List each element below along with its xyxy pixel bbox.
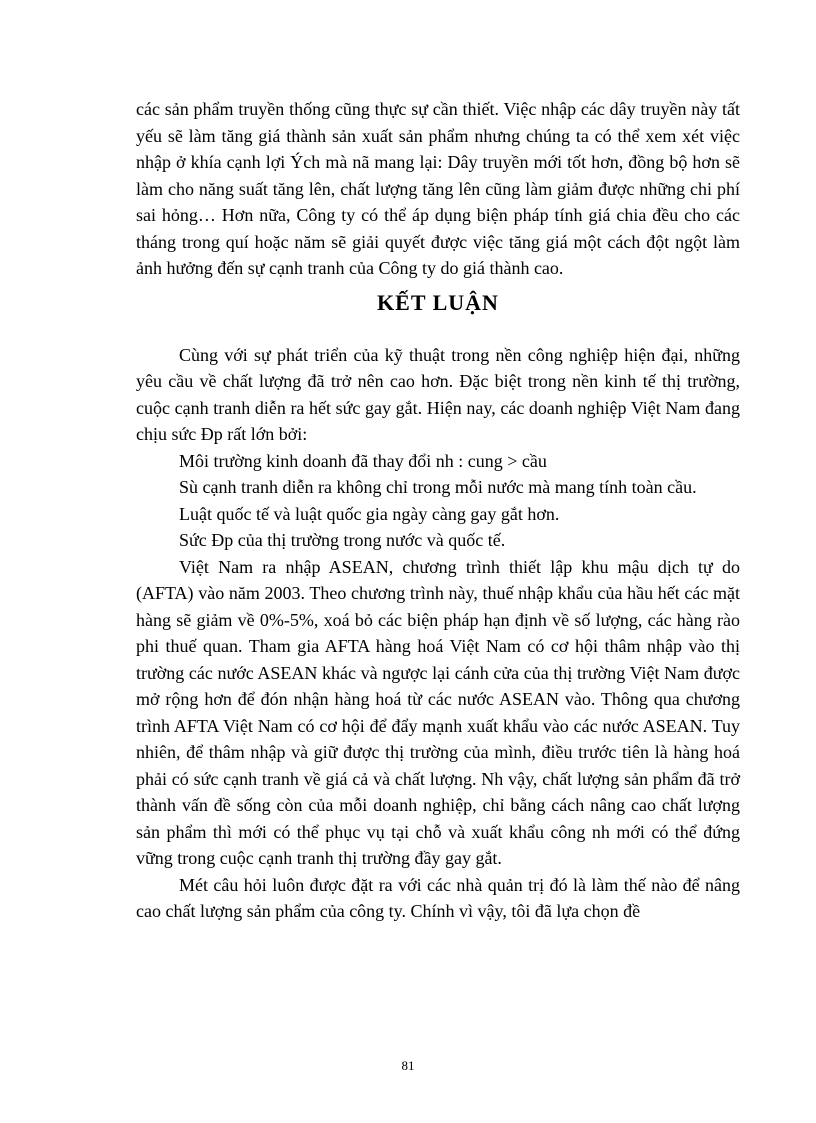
list-item: Luật quốc tế và luật quốc gia ngày càng gay gắt hơn. bbox=[179, 503, 560, 524]
list-item: Sù cạnh tranh diễn ra không chỉ trong mỗi nước mà mang tính toàn cầu. bbox=[179, 477, 697, 497]
paragraph-intro: Cùng với sự phát triển của kỹ thuật trong nền công nghiệp hiện đại, những yêu cầu về chất lượng đã trở nên cao hơn. Đặc biệt trong nền kinh tế thị trường, cuộc cạnh tranh diễn ra hết sức gay gắt. Hiện nay, các doanh nghiệp Việt Nam đang chịu sức Ðp rất lớn bởi: bbox=[136, 344, 740, 444]
section-heading: KẾT LUẬN bbox=[377, 289, 499, 315]
page-content bbox=[136, 96, 740, 925]
paragraph-asean: Việt Nam ra nhập ASEAN, chương trình thiết lập khu mậu dịch tự do (AFTA) vào năm 2003. Theo chương trình này, thuế nhập khẩu của hầu hết các mặt hàng sẽ giảm về 0%-5%, xoá bỏ các biện pháp hạn định về số lượng, các hàng rào phi thuế quan. Tham gia AFTA hàng hoá Việt Nam có cơ hội thâm nhập vào thị trường các nước ASEAN khác và ngược lại cánh cửa của thị trường Việt Nam được mở rộng hơn để đón nhận hàng hoá từ các nước ASEAN vào. Thông qua chương trình AFTA Việt Nam có cơ hội để đẩy mạnh xuất khẩu vào các nước ASEAN. Tuy nhiên, để thâm nhập và giữ được thị trường của mình, điều trước tiên là hàng hoá phải có sức cạnh tranh về giá cả và chất lượng. Nh vậy, chất lượng sản phẩm đã trở thành vấn đề sống còn của mỗi doanh nghiệp, chỉ bằng cách nâng cao chất lượng sản phẩm thì mới có thể phục vụ tại chỗ và xuất khẩu công nh mới có thể đứng vững trong cuộc cạnh tranh thị trường đầy gay gắt. bbox=[136, 556, 740, 868]
page-number: 81 bbox=[401, 1058, 415, 1073]
paragraph-continuation: các sản phẩm truyền thống cũng thực sự cần thiết. Việc nhập các dây truyền này tất yếu sẽ làm tăng giá thành sản xuất sản phẩm nhưng chúng ta có thể xem xét việc nhập ở khía cạnh lợi Ých mà nã mang lại: Dây truyền mới tốt hơn, đồng bộ hơn sẽ làm cho năng suất tăng lên, chất lượng tăng lên cũng làm giảm được những chi phí sai hỏng… Hơn nữa, Công ty có thể áp dụng biện pháp tính giá chia đều cho các tháng trong quí hoặc năm sẽ giải quyết được việc tăng giá một cách đột ngột làm ảnh hưởng đến sự cạnh tranh của Công ty do giá thành cao. bbox=[136, 99, 740, 278]
list-item: Môi trường kinh doanh đã thay đổi nh : cung > cầu bbox=[179, 450, 547, 471]
paragraph-last: Mét câu hỏi luôn được đặt ra với các nhà quản trị đó là làm thế nào để nâng cao chất lượng sản phẩm của công ty. Chính vì vậy, tôi đã lựa chọn đề bbox=[136, 874, 740, 921]
list-item: Sức Ðp của thị trường trong nước và quốc tế. bbox=[179, 530, 506, 550]
